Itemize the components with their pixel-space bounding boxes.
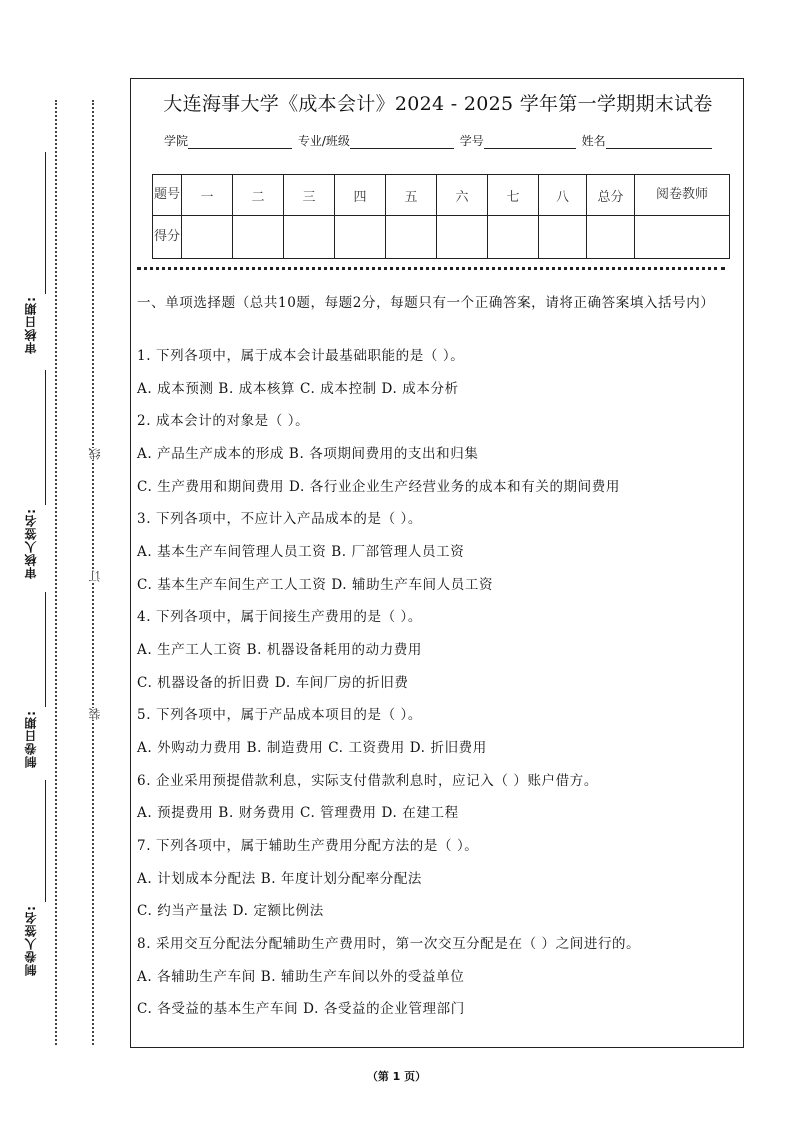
student-info-row: [164, 132, 714, 149]
question-7-options-a: A. 计划成本分配法 B. 年度计划分配率分配法: [137, 871, 423, 887]
question-8-options-a: A. 各辅助生产车间 B. 辅助生产车间以外的受益单位: [137, 969, 465, 985]
page-number: （第 1 页）: [366, 1070, 427, 1083]
question-3: 3. 下列各项中，不应计入产品成本的是（ ）。: [137, 511, 423, 527]
score-cell-total[interactable]: [587, 216, 635, 259]
major-label: 专业/班级: [297, 134, 350, 148]
question-3-options-b: C. 基本生产车间生产工人工资 D. 辅助生产车间人员工资: [137, 577, 494, 593]
score-col-2: 二: [233, 175, 284, 216]
college-field[interactable]: [188, 134, 292, 149]
binding-mark-xian: 线: [88, 448, 102, 460]
score-table-header-row: [153, 175, 730, 216]
binding-dotted-line-outer: [55, 100, 57, 1045]
score-label: 得分: [153, 216, 182, 259]
score-table: [152, 174, 730, 259]
score-cell-2[interactable]: [233, 216, 284, 259]
question-4-options-b: C. 机器设备的折旧费 D. 车间厂房的折旧费: [137, 675, 409, 691]
question-2: 2. 成本会计的对象是（ ）。: [137, 413, 310, 429]
reviewer-sign-label: 审核人签名:: [24, 508, 38, 579]
question-8: 8. 采用交互分配法分配辅助生产费用时，第一次交互分配是在（ ）之间进行的。: [137, 936, 641, 952]
college-label: 学院: [164, 134, 189, 148]
question-8-options-b: C. 各受益的基本生产车间 D. 各受益的企业管理部门: [137, 1001, 465, 1017]
binding-mark-zhuang: 装: [88, 708, 102, 720]
reviewer-sign-line: [45, 370, 46, 505]
question-4-options-a: A. 生产工人工资 B. 机器设备耗用的动力费用: [137, 642, 423, 658]
student-id-label: 学号: [459, 134, 484, 148]
exam-title: 大连海事大学《成本会计》2024 - 2025 学年第一学期期末试卷: [163, 93, 713, 115]
name-field[interactable]: [606, 134, 712, 149]
score-cell-7[interactable]: [488, 216, 539, 259]
question-4: 4. 下列各项中，属于间接生产费用的是（ ）。: [137, 609, 423, 625]
section-separator: [137, 267, 725, 270]
question-2-options-b: C. 生产费用和期间费用 D. 各行业企业生产经营业务的成本和有关的期间费用: [137, 479, 620, 495]
name-label: 姓名: [581, 134, 606, 148]
score-col-8: 八: [539, 175, 587, 216]
prepare-date-line: [45, 592, 46, 707]
question-5-options: A. 外购动力费用 B. 制造费用 C. 工资费用 D. 折旧费用: [137, 740, 487, 756]
score-cell-4[interactable]: [335, 216, 386, 259]
score-cell-8[interactable]: [539, 216, 587, 259]
score-col-6: 六: [437, 175, 488, 216]
student-id-field[interactable]: [484, 134, 576, 149]
question-6-options: A. 预提费用 B. 财务费用 C. 管理费用 D. 在建工程: [137, 805, 459, 821]
question-3-options-a: A. 基本生产车间管理人员工资 B. 厂部管理人员工资: [137, 544, 465, 560]
major-field[interactable]: [350, 134, 454, 149]
prepare-date-label: 制卷日期:: [24, 710, 38, 768]
question-2-options-a: A. 产品生产成本的形成 B. 各项期间费用的支出和归集: [137, 446, 479, 462]
score-col-5: 五: [386, 175, 437, 216]
preparer-sign-label: 制卷人签名:: [24, 905, 38, 976]
question-7: 7. 下列各项中，属于辅助生产费用分配方法的是（ ）。: [137, 838, 479, 854]
score-cell-1[interactable]: [182, 216, 233, 259]
review-date-label: 审核日期:: [24, 296, 38, 354]
score-col-1: 一: [182, 175, 233, 216]
question-1: 1. 下列各项中，属于成本会计最基础职能的是（ ）。: [137, 348, 465, 364]
section-1-heading: 一、单项选择题（总共10题，每题2分，每题只有一个正确答案，请将正确答案填入括号内）: [137, 295, 715, 311]
grader-cell[interactable]: [635, 216, 730, 259]
preparer-sign-line: [45, 780, 46, 902]
question-1-options: A. 成本预测 B. 成本核算 C. 成本控制 D. 成本分析: [137, 381, 459, 397]
grader-label: 阅卷教师: [635, 175, 730, 216]
score-col-total: 总分: [587, 175, 635, 216]
question-number-label: 题号: [153, 175, 182, 216]
score-col-4: 四: [335, 175, 386, 216]
score-table-score-row: [153, 216, 730, 259]
score-col-3: 三: [284, 175, 335, 216]
score-col-7: 七: [488, 175, 539, 216]
exam-frame: [130, 78, 744, 1048]
question-5: 5. 下列各项中，属于产品成本项目的是（ ）。: [137, 707, 423, 723]
question-6: 6. 企业采用预提借款利息，实际支付借款利息时，应记入（ ）账户借方。: [137, 773, 598, 789]
review-date-line: [45, 152, 46, 294]
question-7-options-b: C. 约当产量法 D. 定额比例法: [137, 903, 324, 919]
score-cell-3[interactable]: [284, 216, 335, 259]
score-cell-6[interactable]: [437, 216, 488, 259]
score-cell-5[interactable]: [386, 216, 437, 259]
binding-mark-ding: 订: [88, 570, 102, 582]
